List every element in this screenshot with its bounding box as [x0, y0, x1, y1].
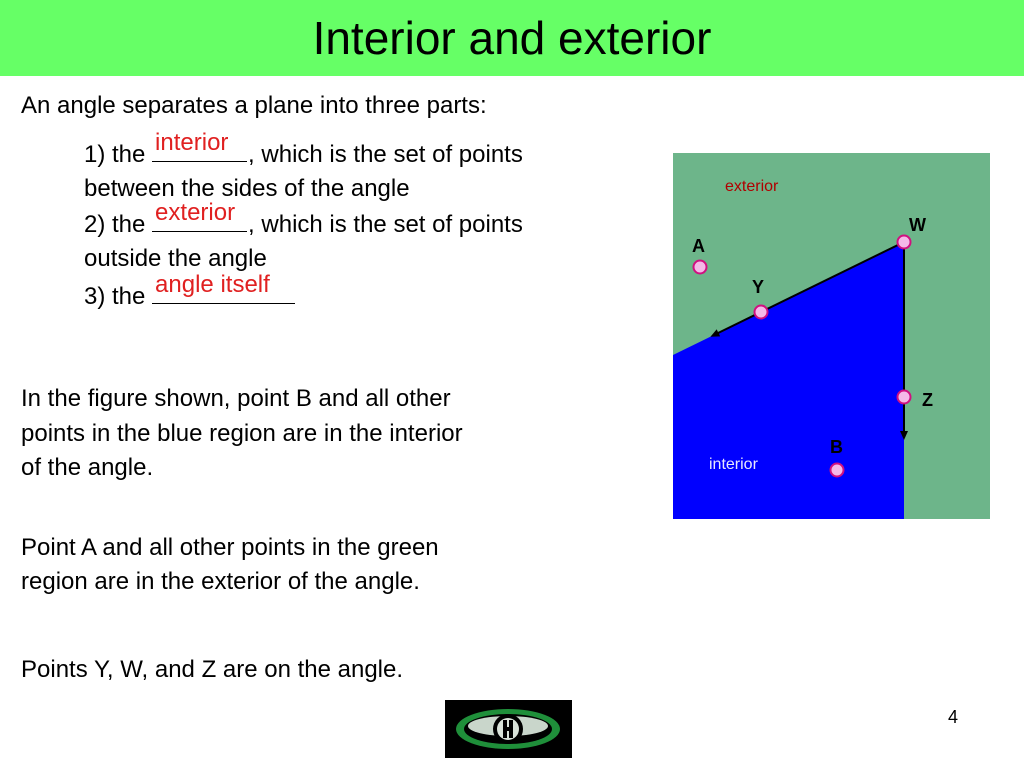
- interior-paragraph-line-1: In the figure shown, point B and all other: [21, 385, 451, 412]
- intro-text: An angle separates a plane into three parts:: [21, 92, 487, 119]
- interior-paragraph-line-3: of the angle.: [21, 454, 154, 481]
- item-2-prefix: 2) the: [84, 211, 153, 238]
- point-a: [694, 261, 707, 274]
- item-1-line-2: between the sides of the angle: [84, 175, 410, 202]
- item-2-blank: [152, 199, 247, 232]
- exterior-paragraph-line-1: Point A and all other points in the green: [21, 534, 439, 561]
- page-number: 4: [948, 707, 959, 727]
- item-3-line-1: [84, 271, 296, 314]
- point-b-label: B: [830, 437, 843, 457]
- item-1-blank: [152, 129, 247, 162]
- on-angle-paragraph: Points Y, W, and Z are on the angle.: [21, 656, 404, 683]
- item-1-prefix: 1) the: [84, 141, 153, 168]
- eye-logo-icon: [445, 700, 572, 758]
- item-1-fill: interior: [155, 129, 229, 156]
- point-w-label: W: [909, 215, 926, 235]
- item-3-prefix: 3) the: [84, 283, 153, 310]
- point-z-label: Z: [922, 390, 933, 410]
- slide-title: Interior and exterior: [312, 12, 712, 64]
- point-b: [831, 464, 844, 477]
- item-1-suffix: , which is the set of points: [248, 141, 523, 168]
- exterior-paragraph-line-2: region are in the exterior of the angle.: [21, 568, 420, 595]
- item-3-fill: angle itself: [155, 271, 270, 298]
- item-2-line-1: [84, 199, 523, 242]
- item-2-suffix: , which is the set of points: [248, 211, 523, 238]
- item-3-blank: [152, 271, 295, 304]
- point-w: [898, 236, 911, 249]
- item-2-line-2: outside the angle: [84, 245, 267, 272]
- angle-figure: [673, 153, 990, 519]
- interior-paragraph-line-2: points in the blue region are in the interior: [21, 420, 463, 447]
- item-1-line-1: [84, 129, 523, 172]
- point-z: [898, 391, 911, 404]
- item-2-fill: exterior: [155, 199, 236, 226]
- point-y-label: Y: [752, 277, 765, 297]
- interior-label: interior: [709, 456, 758, 473]
- exterior-label: exterior: [725, 178, 779, 195]
- point-y: [755, 306, 768, 319]
- point-a-label: A: [692, 236, 705, 256]
